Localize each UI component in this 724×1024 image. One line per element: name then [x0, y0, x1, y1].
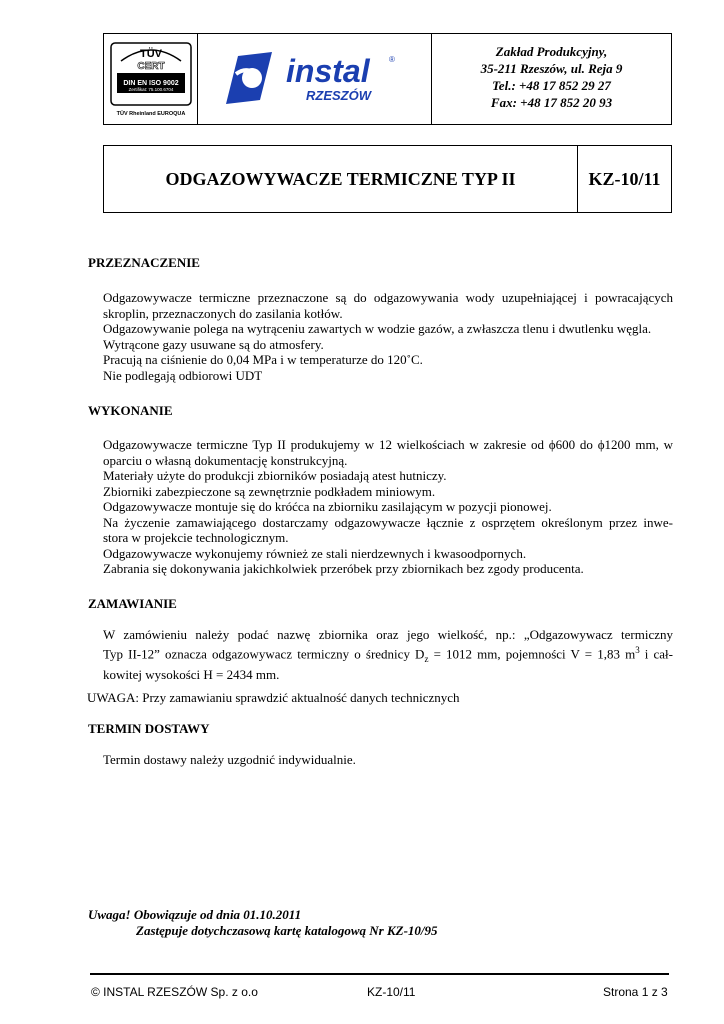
body-line: Odgazowywacze wykonujemy również ze stali nierdzewnych i kwasoodpornych.: [103, 545, 527, 561]
brand-city: RZESZÓW: [306, 88, 371, 103]
body-line: Nie podlegają odbiorowi UDT: [103, 367, 263, 383]
body-line: skroplin, przeznaczonych do zasilania kotłów.: [103, 305, 343, 321]
address-cell: [432, 34, 671, 124]
section-body-wykonanie: [103, 437, 673, 577]
instal-logo: [198, 34, 430, 124]
cert-std-text: DIN EN ISO 9002: [123, 80, 179, 87]
certificate-cell: [104, 34, 198, 124]
section-body-zamawianie: [103, 627, 673, 682]
section-body-termin: Termin dostawy należy uzgodnić indywidualnie.: [103, 752, 356, 767]
body-line: Wytrącone gazy usuwane są do atmosfery.: [103, 336, 324, 352]
body-line: kowitej wysokości H = 2434 mm.: [103, 666, 280, 682]
address-block: [432, 34, 671, 111]
address-line: 35-211 Rzeszów, ul. Reja 9: [480, 61, 623, 76]
tuv-cert-logo: [105, 35, 197, 125]
cert-zert-text: Zertifikat: 75.100.6704: [128, 87, 174, 92]
footer-page-number: Strona 1 z 3: [603, 985, 668, 999]
document-code: KZ-10/11: [588, 168, 661, 189]
svg-text:®: ®: [389, 55, 395, 64]
body-line: Zabrania się dokonywania jakichkolwiek przeróbek przy zbiornikach bez zgody producenta.: [103, 561, 584, 576]
validity-notice: Uwaga! Obowiązuje od dnia 01.10.2011: [88, 907, 302, 922]
footer-doc-code: KZ-10/11: [367, 985, 416, 999]
replacement-notice: Zastępuje dotychczasową kartę katalogową Nr KZ-10/95: [136, 923, 438, 938]
section-heading-wykonanie: WYKONANIE: [88, 403, 173, 418]
body-line: Na życzenie zamawiającego dostarczamy odgazowywacze łącznie z osprzętem określonym przez inwe-: [103, 514, 673, 530]
body-line: Odgazowywacze termiczne Typ II produkujemy w 12 wielkościach w zakresie od ϕ600 do ϕ1200 mm, w: [103, 437, 673, 452]
cert-tuv-text: TÜV: [140, 48, 162, 60]
phone-line: Tel.: +48 17 852 29 27: [492, 78, 611, 93]
footer-copyright: © INSTAL RZESZÓW Sp. z o.o: [91, 985, 258, 999]
footer-divider: [90, 973, 669, 975]
title-box: [103, 145, 672, 213]
cert-cert-text: CERT: [137, 61, 165, 72]
body-line: Odgazowywanie polega na wytrąceniu zawartych w wodzie gazów, a zwłaszcza tlenu i dwutlenku węgla.: [103, 321, 652, 336]
document-title: ODGAZOWYWACZE TERMICZNE TYP II: [104, 146, 578, 212]
body-line: Odgazowywacze montuje się do króćca na zbiorniku zasilającym w pozycji pionowej.: [103, 499, 552, 514]
body-line: Materiały użyte do produkcji zbiorników posiadają atest hutniczy.: [103, 468, 447, 483]
body-line: oparciu o własną dokumentację konstrukcyjną.: [103, 452, 348, 468]
body-line: Zbiorniki zabezpieczone są zewnętrznie podkładem miniowym.: [103, 483, 436, 499]
body-line: Odgazowywacze termiczne przeznaczone są do odgazowywania wody uzupełniającej i powracających: [103, 290, 673, 305]
fax-line: Fax: +48 17 852 20 93: [490, 95, 613, 110]
brand-cell: [198, 34, 432, 124]
body-line: Typ II-12” oznacza odgazowywacz termiczny o średnicy $D_z = 1012$ mm, pojemności V = 1,83 $m^3$ i cał-: [103, 644, 674, 664]
section-heading-przeznaczenie: PRZEZNACZENIE: [88, 255, 200, 270]
section-heading-termin: TERMIN DOSTAWY: [88, 721, 210, 736]
header-table: [103, 33, 672, 125]
body-line: W zamówieniu należy podać nazwę zbiornika oraz jego wielkość, np.: „Odgazowywacz termiczny: [103, 627, 673, 642]
section-body-przeznaczenie: [103, 290, 673, 383]
address-line: Zakład Produkcyjny,: [495, 44, 608, 59]
section-heading-zamawianie: ZAMAWIANIE: [88, 596, 177, 611]
body-line: stora w projekcie technologicznym.: [103, 530, 289, 545]
ordering-warning: UWAGA: Przy zamawianiu sprawdzić aktualność danych technicznych: [87, 690, 460, 705]
body-line: Pracują na ciśnienie do 0,04 MPa i w temperaturze do 120˚C.: [103, 352, 423, 367]
cert-bottom-text: TÜV Rheinland EUROQUA: [116, 111, 186, 117]
brand-name: instal: [286, 53, 370, 89]
